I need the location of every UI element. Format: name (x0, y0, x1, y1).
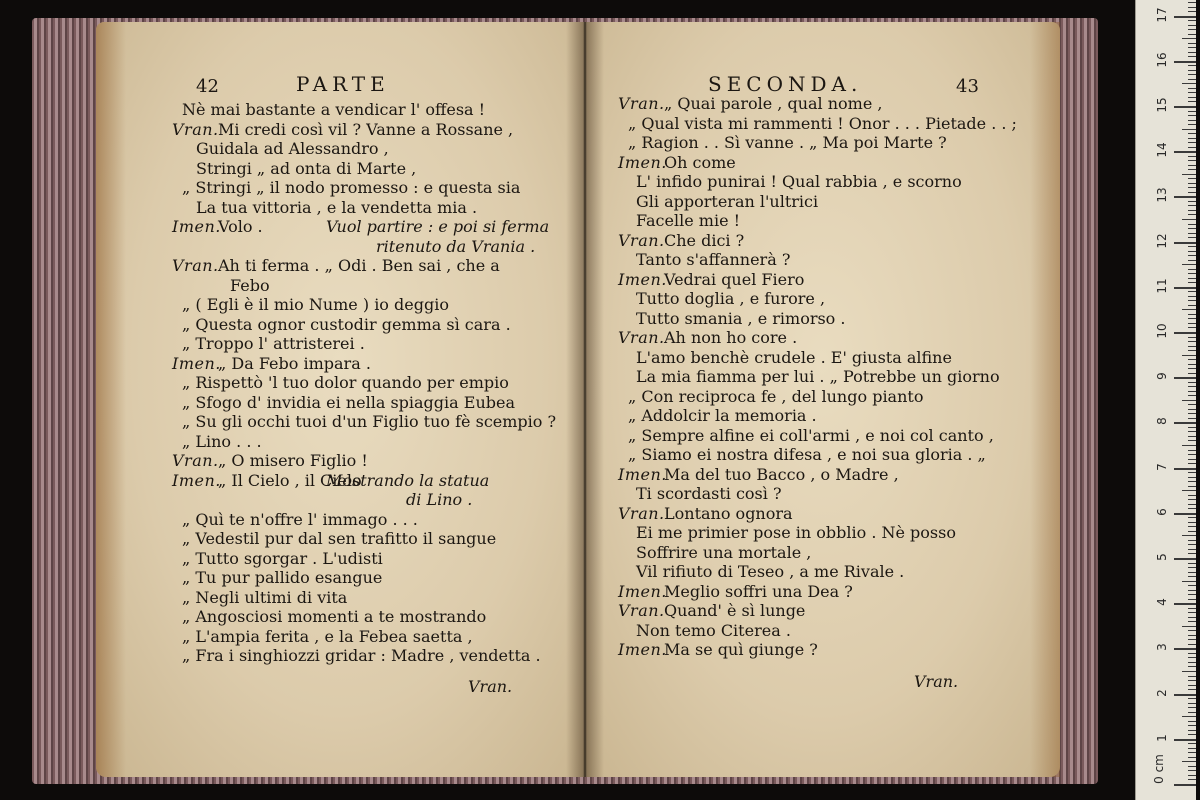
verse-line: Ma se quì giunge ? (664, 640, 818, 659)
ruler-tick (1182, 219, 1196, 220)
ruler-tick (1188, 260, 1196, 261)
ruler-tick (1188, 585, 1196, 586)
verse-line: Lontano ognora (664, 503, 793, 523)
ruler-tick (1188, 11, 1196, 12)
ruler-tick (1188, 644, 1196, 645)
left-page (96, 22, 584, 777)
verse-line: „ Negli ultimi di vita (182, 587, 348, 607)
ruler-tick (1188, 427, 1196, 428)
verse-line: Stringi „ ad onta di Marte , (196, 158, 417, 178)
speaker-label: Imen. (618, 464, 667, 484)
verse-line: „ Su gli occhi tuoi d'un Figlio tuo fè scempio ? (182, 412, 557, 431)
ruler-tick (1188, 233, 1196, 234)
speaker-label: Imen. (618, 269, 667, 289)
ruler-tick (1174, 196, 1196, 198)
verse-line: „ Vedestil pur dal sen trafitto il sangue (182, 529, 497, 548)
page-stain (1030, 22, 1060, 777)
ruler-tick (1174, 287, 1196, 289)
ruler-tick (1188, 386, 1196, 387)
ruler-tick (1188, 657, 1196, 658)
ruler-tick (1188, 752, 1196, 753)
right-page (584, 22, 1060, 777)
verse-line: Facelle mie ! (636, 211, 741, 230)
ruler-tick (1188, 56, 1196, 57)
verse-line: „ Questa ognor custodir gemma sì cara . (182, 314, 511, 334)
verse-line: „ Lino . . . (182, 431, 262, 451)
ruler-tick (1188, 666, 1196, 667)
ruler-tick (1182, 400, 1196, 401)
ruler-tick (1188, 147, 1196, 148)
ruler-tick (1188, 52, 1196, 53)
verse-line: „ Siamo ei nostra difesa , e noi sua gloria . „ (628, 445, 986, 464)
verse-line: „ O misero Figlio ! (218, 451, 368, 470)
ruler-number: 5 (1155, 553, 1169, 561)
verse-line: „ Rispettò 'l tuo dolor quando per empio (182, 373, 509, 392)
verse-line: Ma del tuo Bacco , o Madre , (664, 464, 899, 484)
ruler-tick (1188, 477, 1196, 478)
verse-line: „ Addolcir la memoria . (628, 406, 817, 425)
ruler-tick (1188, 341, 1196, 342)
ruler-tick (1188, 291, 1196, 292)
verse-line: Nè mai bastante a vendicar l' offesa ! (182, 100, 486, 119)
ruler-tick (1188, 680, 1196, 681)
verse-line: Tutto doglia , e furore , (636, 289, 826, 308)
ruler-tick (1182, 174, 1196, 175)
ruler-unit-label: 0 cm (1152, 754, 1167, 784)
verse-line: „ Da Febo impara . (218, 353, 371, 373)
ruler-number: 1 (1155, 733, 1169, 742)
ruler-number: 8 (1155, 417, 1169, 426)
ruler-tick (1174, 16, 1196, 18)
ruler-tick (1188, 282, 1196, 283)
ruler-tick (1182, 445, 1196, 446)
ruler-tick (1174, 784, 1196, 786)
verse-line: Ah ti ferma . „ Odi . Ben sai , che a (218, 256, 500, 275)
verse-line: Oh come (664, 152, 736, 172)
ruler-tick (1188, 540, 1196, 541)
ruler-tick (1188, 531, 1196, 532)
ruler-tick (1188, 454, 1196, 455)
verse-line: „ Tutto sgorgar . L'udisti (182, 548, 383, 568)
speaker-label: Imen. (172, 217, 221, 236)
ruler-tick (1188, 337, 1196, 338)
verse-line: Febo (230, 275, 270, 295)
ruler-tick (1188, 630, 1196, 631)
catchword: Vran. (468, 677, 513, 696)
ruler-tick (1188, 2, 1196, 3)
ruler-tick (1188, 486, 1196, 487)
ruler-tick (1188, 34, 1196, 35)
speaker-label: Vran. (172, 119, 219, 139)
ruler-tick (1188, 327, 1196, 328)
verse-line: Tutto smania , e rimorso . (636, 308, 846, 328)
ruler-tick (1188, 79, 1196, 80)
ruler-tick (1182, 309, 1196, 310)
ruler-tick (1188, 210, 1196, 211)
ruler-number: 2 (1155, 688, 1169, 697)
verse-line: „ Stringi „ il nodo promesso : e questa sia (182, 178, 521, 197)
ruler-tick (1174, 242, 1196, 244)
speaker-label: Vran. (618, 230, 665, 250)
ruler-tick (1188, 300, 1196, 301)
ruler-number: 11 (1155, 278, 1169, 294)
ruler-tick (1188, 757, 1196, 758)
ruler-tick (1188, 685, 1196, 686)
ruler-tick (1174, 694, 1196, 696)
ruler-tick (1174, 106, 1196, 108)
ruler-tick (1182, 761, 1196, 762)
ruler-tick (1188, 635, 1196, 636)
ruler-tick (1182, 535, 1196, 536)
speaker-label: Vran. (172, 451, 219, 470)
verse-line: „ Qual vista mi rammenti ! Onor . . . Pietade . . ; (628, 113, 1017, 133)
ruler-tick (1188, 183, 1196, 184)
ruler-tick (1188, 43, 1196, 44)
verse-line: Mi credi così vil ? Vanne a Rossane , (218, 119, 514, 139)
ruler-tick (1188, 169, 1196, 170)
ruler-tick (1188, 138, 1196, 139)
ruler-tick (1174, 377, 1196, 379)
verse-line: Vil rifiuto di Teseo , a me Rivale . (636, 562, 905, 581)
ruler-tick (1182, 83, 1196, 84)
ruler-tick (1188, 770, 1196, 771)
speaker-label: Vran. (172, 256, 219, 275)
ruler-tick (1188, 160, 1196, 161)
speaker-label: Imen. (618, 152, 667, 172)
verse-line: La tua vittoria , e la vendetta mia . (196, 197, 478, 217)
ruler-tick (1188, 725, 1196, 726)
ruler-number: 12 (1155, 232, 1169, 249)
ruler-tick (1188, 553, 1196, 554)
ruler-tick (1188, 178, 1196, 179)
ruler-tick (1174, 422, 1196, 424)
ruler-tick (1188, 730, 1196, 731)
ruler-tick (1174, 603, 1196, 605)
ruler-tick (1188, 590, 1196, 591)
verse-line: „ Tu pur pallido esangue (182, 568, 383, 587)
ruler-tick (1188, 359, 1196, 360)
ruler-tick (1188, 273, 1196, 274)
ruler-tick (1188, 29, 1196, 30)
stage-direction: ritenuto da Vrania . (376, 236, 536, 256)
speaker-label: Imen. (172, 470, 221, 490)
ruler-tick (1188, 65, 1196, 66)
ruler-tick (1188, 228, 1196, 229)
ruler-number: 17 (1155, 6, 1169, 23)
ruler-tick (1188, 599, 1196, 600)
ruler-tick (1188, 409, 1196, 410)
ruler-tick (1188, 779, 1196, 780)
stage-direction: di Lino . (406, 490, 473, 509)
catchword: Vran. (914, 672, 959, 691)
verse-line: „ Il Cielo , il Cielo (218, 470, 362, 490)
ruler-tick (1188, 368, 1196, 369)
ruler-number: 6 (1155, 507, 1169, 516)
ruler-tick (1188, 703, 1196, 704)
verse-line: Tanto s'affannerà ? (636, 250, 791, 269)
ruler-tick (1188, 187, 1196, 188)
ruler-tick (1188, 698, 1196, 699)
ruler-tick (1188, 246, 1196, 247)
verse-line: Gli apporteran l'ultrici (636, 191, 819, 211)
verse-line: Meglio soffri una Dea ? (664, 581, 853, 601)
ruler-tick (1188, 662, 1196, 663)
ruler-tick (1188, 142, 1196, 143)
verse-line: La mia fiamma per lui . „ Potrebbe un giorno (636, 367, 1000, 386)
ruler-tick (1182, 38, 1196, 39)
ruler-tick (1188, 323, 1196, 324)
ruler-tick (1188, 314, 1196, 315)
page-number: 43 (956, 76, 979, 97)
ruler-tick (1188, 404, 1196, 405)
speaker-label: Imen. (618, 581, 667, 601)
ruler-tick (1188, 594, 1196, 595)
ruler-tick (1188, 192, 1196, 193)
verse-line: Non temo Citerea . (636, 620, 791, 640)
ruler-tick (1188, 508, 1196, 509)
ruler-tick (1188, 567, 1196, 568)
verse-line: L'amo benchè crudele . E' giusta alfine (636, 347, 952, 367)
ruler-tick (1188, 526, 1196, 527)
verse-line: „ Ragion . . Sì vanne . „ Ma poi Marte ? (628, 133, 947, 152)
ruler-tick (1188, 205, 1196, 206)
page-stain (96, 22, 126, 777)
ruler-number: 16 (1155, 52, 1169, 68)
ruler-tick (1188, 373, 1196, 374)
ruler-tick (1182, 129, 1196, 130)
ruler-tick (1182, 671, 1196, 672)
ruler-tick (1188, 721, 1196, 722)
ruler-tick (1188, 418, 1196, 419)
ruler-tick (1188, 517, 1196, 518)
ruler-tick (1188, 436, 1196, 437)
ruler-tick (1188, 269, 1196, 270)
ruler-tick (1188, 101, 1196, 102)
ruler-tick (1188, 346, 1196, 347)
measurement-ruler (1135, 0, 1196, 800)
ruler-tick (1188, 576, 1196, 577)
ruler-tick (1188, 775, 1196, 776)
ruler-tick (1182, 490, 1196, 491)
ruler-tick (1174, 558, 1196, 560)
ruler-tick (1188, 653, 1196, 654)
ruler-number: 4 (1155, 598, 1169, 607)
verse-line: „ Sempre alfine ei coll'armi , e noi col canto , (628, 425, 994, 445)
ruler-tick (1188, 278, 1196, 279)
ruler-tick (1188, 544, 1196, 545)
ruler-tick (1188, 350, 1196, 351)
ruler-tick (1188, 47, 1196, 48)
ruler-tick (1188, 115, 1196, 116)
ruler-tick (1188, 481, 1196, 482)
ruler-tick (1182, 716, 1196, 717)
verse-line: „ Quì te n'offre l' immago . . . (182, 509, 418, 529)
ruler-tick (1188, 318, 1196, 319)
ruler-tick (1188, 97, 1196, 98)
ruler-tick (1188, 88, 1196, 89)
ruler-tick (1188, 440, 1196, 441)
verse-line: „ ( Egli è il mio Nume ) io deggio (182, 295, 449, 314)
ruler-number: 14 (1155, 142, 1169, 158)
verse-line: Guidala ad Alessandro , (196, 139, 389, 158)
ruler-number: 10 (1155, 323, 1169, 339)
ruler-tick (1188, 305, 1196, 306)
verse-line: „ Fra i singhiozzi gridar : Madre , vendetta . (182, 646, 541, 665)
ruler-tick (1188, 707, 1196, 708)
ruler-tick (1188, 549, 1196, 550)
running-head: SECONDA. (708, 72, 863, 96)
verse-line: Ah non ho core . (664, 328, 798, 347)
ruler-tick (1188, 111, 1196, 112)
ruler-number: 15 (1155, 97, 1169, 113)
ruler-tick (1188, 120, 1196, 121)
ruler-tick (1188, 382, 1196, 383)
ruler-tick (1188, 572, 1196, 573)
speaker-label: Vran. (618, 94, 665, 113)
verse-line: Soffrire una mortale , (636, 542, 812, 562)
stage-direction: Mostrando la statua (326, 470, 490, 490)
ruler-tick (1188, 612, 1196, 613)
verse-line: Volo . (218, 217, 263, 236)
ruler-tick (1188, 156, 1196, 157)
ruler-tick (1188, 237, 1196, 238)
ruler-number: 3 (1155, 643, 1169, 652)
verse-line: „ Con reciproca fe , del lungo pianto (628, 386, 924, 406)
speaker-label: Vran. (618, 328, 665, 347)
ruler-tick (1188, 251, 1196, 252)
verse-line: „ Sfogo d' invidia ei nella spiaggia Eubea (182, 392, 516, 412)
ruler-tick (1188, 522, 1196, 523)
ruler-tick (1188, 124, 1196, 125)
ruler-tick (1188, 20, 1196, 21)
ruler-tick (1174, 513, 1196, 515)
ruler-tick (1188, 391, 1196, 392)
ruler-tick (1188, 463, 1196, 464)
ruler-tick (1188, 25, 1196, 26)
verse-line: Quand' è sì lunge (664, 601, 806, 620)
ruler-tick (1188, 766, 1196, 767)
verse-line: „ Angosciosi momenti a te mostrando (182, 607, 487, 626)
running-head: PARTE (296, 72, 390, 96)
ruler-tick (1174, 468, 1196, 470)
ruler-tick (1188, 214, 1196, 215)
verse-line: Che dici ? (664, 230, 745, 250)
ruler-tick (1188, 459, 1196, 460)
ruler-tick (1188, 364, 1196, 365)
ruler-tick (1188, 74, 1196, 75)
verse-line: „ L'ampia ferita , e la Febea saetta , (182, 626, 473, 646)
ruler-tick (1174, 151, 1196, 153)
ruler-tick (1188, 608, 1196, 609)
ruler-tick (1188, 499, 1196, 500)
ruler-tick (1174, 648, 1196, 650)
ruler-tick (1182, 264, 1196, 265)
verse-line: „ Troppo l' attristerei . (182, 334, 365, 353)
ruler-tick (1188, 395, 1196, 396)
ruler-tick (1188, 70, 1196, 71)
ruler-tick (1174, 61, 1196, 63)
ruler-tick (1188, 563, 1196, 564)
ruler-tick (1188, 133, 1196, 134)
ruler-tick (1188, 165, 1196, 166)
ruler-tick (1188, 712, 1196, 713)
ruler-tick (1188, 504, 1196, 505)
ruler-tick (1188, 495, 1196, 496)
ruler-tick (1188, 201, 1196, 202)
ruler-tick (1188, 224, 1196, 225)
ruler-tick (1188, 734, 1196, 735)
verse-line: L' infido punirai ! Qual rabbia , e scorno (636, 172, 962, 191)
ruler-tick (1174, 332, 1196, 334)
ruler-number: 9 (1155, 372, 1169, 381)
verse-line: Ti scordasti così ? (636, 484, 782, 503)
ruler-tick (1188, 676, 1196, 677)
ruler-tick (1182, 626, 1196, 627)
ruler-tick (1188, 296, 1196, 297)
ruler-tick (1188, 617, 1196, 618)
ruler-tick (1188, 413, 1196, 414)
ruler-tick (1188, 431, 1196, 432)
stage-direction: Vuol partire : e poi si ferma (326, 217, 550, 236)
speaker-label: Vran. (618, 503, 665, 523)
page-number: 42 (196, 76, 219, 97)
book-gutter (566, 22, 604, 777)
ruler-tick (1174, 739, 1196, 741)
ruler-tick (1188, 639, 1196, 640)
ruler-tick (1188, 92, 1196, 93)
speaker-label: Vran. (618, 601, 665, 620)
ruler-tick (1182, 355, 1196, 356)
ruler-tick (1188, 7, 1196, 8)
verse-line: Vedrai quel Fiero (664, 269, 805, 289)
ruler-tick (1182, 581, 1196, 582)
verse-line: „ Quai parole , qual nome , (664, 94, 883, 113)
verse-line: Ei me primier pose in obblio . Nè posso (636, 523, 956, 542)
ruler-tick (1188, 748, 1196, 749)
ruler-tick (1188, 743, 1196, 744)
speaker-label: Imen. (618, 640, 667, 659)
ruler-number: 7 (1155, 462, 1169, 471)
speaker-label: Imen. (172, 353, 221, 373)
ruler-tick (1188, 689, 1196, 690)
ruler-tick (1188, 450, 1196, 451)
ruler-tick (1188, 255, 1196, 256)
ruler-number: 13 (1155, 187, 1169, 204)
ruler-tick (1188, 472, 1196, 473)
ruler-tick (1188, 621, 1196, 622)
